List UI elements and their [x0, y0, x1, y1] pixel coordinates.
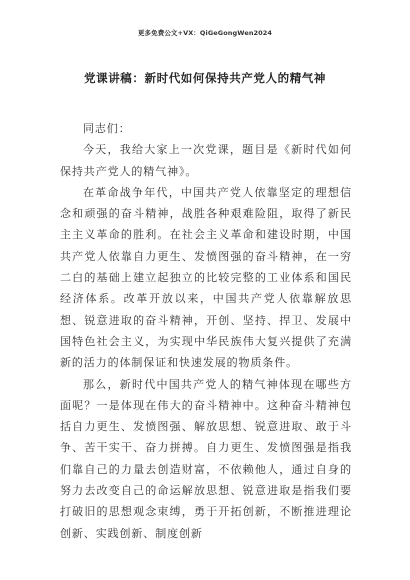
history-paragraph: 在革命战争年代，中国共产党人依靠坚定的理想信念和顽强的奋斗精神，战胜各种艰难险阻，取得了新民主主义革命的胜利。在社会主义革命和建设时期，中国共产党人依靠自力更生、发愤图强的奋斗精神，在一穷二白的基础上建立起独立的比较完整的工业体系和国民经济体系。改革开放以来，中国共产党人依靠解放思想、锐意进取的奋斗精神，开创、坚持、捍卫、发展中国特色社会主义，为实现中华民族伟大复兴提供了充满新的活力的体制保证和快速发展的物质条件。 — [60, 185, 352, 370]
salutation-paragraph: 同志们： — [83, 122, 131, 135]
spirit-paragraph: 那么，新时代中国共产党人的精气神体现在哪些方面呢？一是体现在伟大的奋斗精神中。这种奋斗精神包括自力更生、发愤图强、解放思想、锐意进取、敢于斗争、苦干实干、奋力拼搏。自力更生、发愤图强是指我们靠自己的力量去创造财富，不依赖他人，通过自身的努力去改变自己的命运解放思想、锐意进取是指我们要打破旧的思想观念束缚，勇于开拓创新，不断推进理论创新、实践创新、制度创新 — [60, 377, 352, 540]
intro-paragraph: 今天，我给大家上一次党课，题目是《新时代如何保持共产党人的精气神》。 — [60, 143, 352, 178]
document-title: 党课讲稿：新时代如何保持共产党人的精气神 — [84, 71, 326, 85]
header-note: 更多免费公文+VX：QiGeGongWen2024 — [137, 29, 273, 37]
document-body — [60, 118, 352, 544]
